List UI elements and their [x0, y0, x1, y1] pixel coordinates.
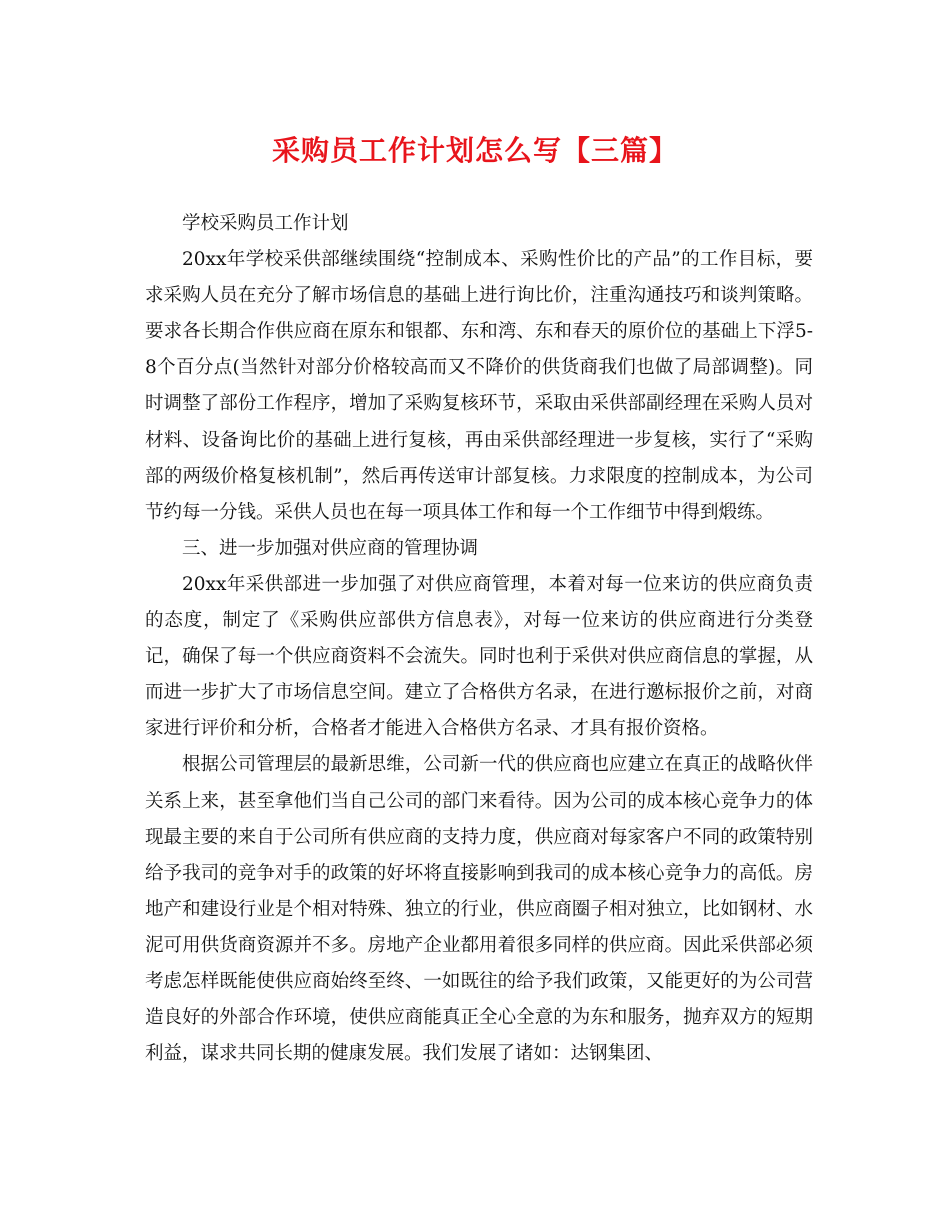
- document-title: 采购员工作计划怎么写【三篇】: [271, 134, 678, 167]
- section-heading: 学校采购员工作计划: [182, 213, 349, 234]
- paragraph-supplier-registration: 20xx年采供部进一步加强了对供应商管理，本着对每一位来访的供应商负责的态度，制定了《采购供应部供方信息表》，对每一位来访的供应商进行分类登记，确保了每一个供应商资料不会流失。同时也利于采供对供应商信息的掌握，从而进一步扩大了市场信息空间。建立了合格供方名录，在进行邀标报价之前，对商家进行评价和分析，合格者才能进入合格供方名录、才具有报价资格。: [145, 573, 813, 740]
- document-body: [145, 206, 813, 1072]
- subheading-supplier-management: 三、进一步加强对供应商的管理协调: [182, 537, 479, 559]
- paragraph-strategic-partnership: 根据公司管理层的最新思维，公司新一代的供应商也应建立在真正的战略伙伴关系上来，甚至拿他们当自己公司的部门来看待。因为公司的成本核心竞争力的体现最主要的来自于公司所有供应商的支持力度，供应商对每家客户不同的政策特别给予我司的竞争对手的政策的好坏将直接影响到我司的成本核心竞争力的高低。房地产和建设行业是个相对特殊、独立的行业，供应商圈子相对独立，比如钢材、水泥可用供货商资源并不多。房地产企业都用着很多同样的供应商。因此采供部必须考虑怎样既能使供应商始终至终、一如既往的给予我们政策，又能更好的为公司营造良好的外部合作环境，使供应商能真正全心全意的为东和服务，抛弃双方的短期利益，谋求共同长期的健康发展。我们发展了诸如：达钢集团、: [145, 754, 813, 1065]
- paragraph-cost-control: 20xx年学校采供部继续围绕“控制成本、采购性价比的产品”的工作目标，要求采购人员在充分了解市场信息的基础上进行询比价，注重沟通技巧和谈判策略。要求各长期合作供应商在原东和银都、东和湾、东和春天的原价位的基础上下浮5-8个百分点(当然针对部分价格较高而又不降价的供货商我们也做了局部调整)。同时调整了部份工作程序，增加了采购复核环节，采取由采供部副经理在采购人员对材料、设备询比价的基础上进行复核，再由采供部经理进一步复核，实行了“采购部的两级价格复核机制”，然后再传送审计部复核。力求限度的控制成本，为公司节约每一分钱。采供人员也在每一项具体工作和每一个工作细节中得到煅练。: [145, 249, 813, 523]
